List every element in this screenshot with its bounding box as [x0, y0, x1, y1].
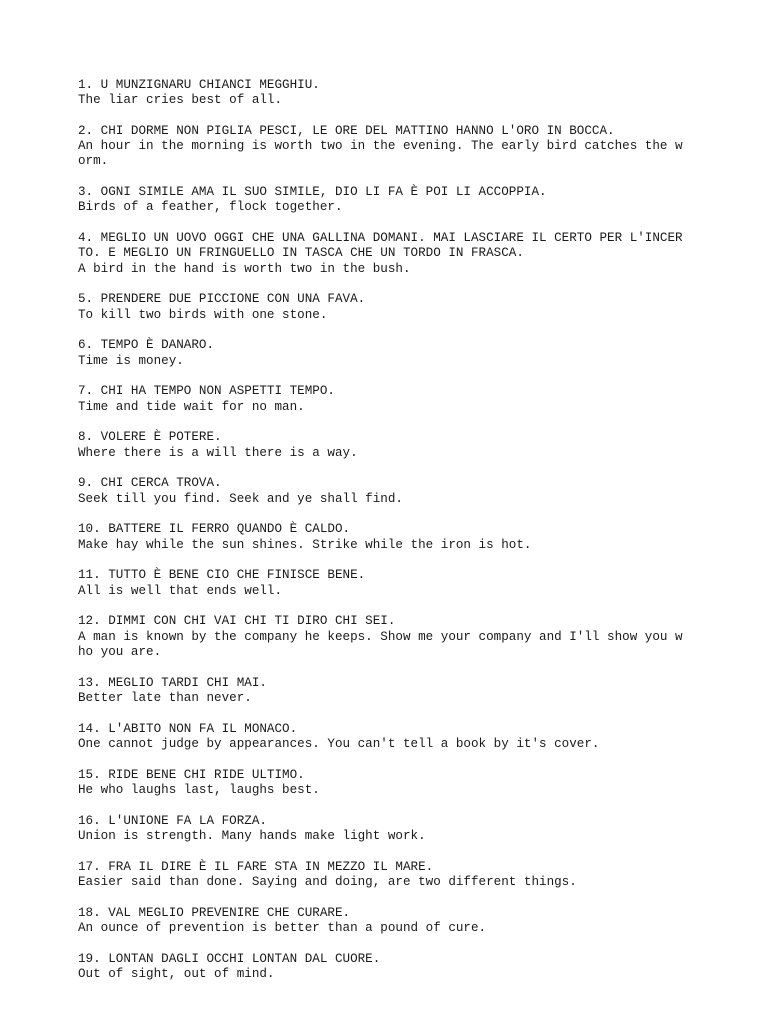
proverb-italian: 16. L'UNIONE FA LA FORZA. — [78, 813, 267, 828]
proverb-entry-17 — [78, 860, 758, 890]
proverb-english: Better late than never. — [78, 690, 252, 705]
proverb-entry-9 — [78, 476, 758, 506]
proverb-italian: 12. DIMMI CON CHI VAI CHI TI DIRO CHI SEI. — [78, 614, 396, 629]
proverb-english: An ounce of prevention is better than a pound of cure. — [78, 920, 487, 935]
proverb-entry-13 — [78, 676, 758, 706]
proverb-english: One cannot judge by appearances. You can't tell a book by it's cover. — [78, 736, 600, 751]
proverb-english: All is well that ends well. — [78, 583, 283, 598]
proverb-italian: 11. TUTTO È BENE CIO CHE FINISCE BENE. — [78, 568, 366, 583]
proverb-entry-15 — [78, 768, 758, 798]
proverb-english: Union is strength. Many hands make light work. — [78, 828, 426, 843]
proverb-italian: 4. MEGLIO UN UOVO OGGI CHE UNA GALLINA DOMANI. MAI LASCIARE IL CERTO PER L'INCER — [78, 231, 683, 246]
proverb-english: A bird in the hand is worth two in the bush. — [78, 261, 411, 276]
proverb-english: The liar cries best of all. — [78, 93, 283, 108]
proverb-italian: 17. FRA IL DIRE È IL FARE STA IN MEZZO IL MARE. — [78, 859, 434, 874]
proverb-italian: 7. CHI HA TEMPO NON ASPETTI TEMPO. — [78, 384, 335, 399]
proverb-english: Time is money. — [78, 353, 184, 368]
proverb-english: He who laughs last, laughs best. — [78, 782, 320, 797]
proverb-entry-2 — [78, 124, 758, 170]
document-page — [78, 78, 758, 998]
proverb-italian: 19. LONTAN DAGLI OCCHI LONTAN DAL CUORE. — [78, 951, 381, 966]
proverb-entry-19 — [78, 952, 758, 982]
proverb-entry-1 — [78, 78, 758, 108]
proverb-italian-continued: TO. E MEGLIO UN FRINGUELLO IN TASCA CHE UN TORDO IN FRASCA. — [78, 246, 524, 261]
proverb-english: Time and tide wait for no man. — [78, 399, 305, 414]
proverb-entry-3 — [78, 185, 758, 215]
proverb-italian: 15. RIDE BENE CHI RIDE ULTIMO. — [78, 767, 305, 782]
proverb-italian: 14. L'ABITO NON FA IL MONACO. — [78, 721, 298, 736]
proverb-english-continued: orm. — [78, 154, 109, 169]
proverb-english-continued: ho you are. — [78, 644, 162, 659]
proverb-italian: 18. VAL MEGLIO PREVENIRE CHE CURARE. — [78, 905, 351, 920]
proverb-english: Easier said than done. Saying and doing, are two different things. — [78, 874, 577, 889]
proverb-italian: 3. OGNI SIMILE AMA IL SUO SIMILE, DIO LI FA È POI LI ACCOPPIA. — [78, 185, 547, 200]
proverb-italian: 10. BATTERE IL FERRO QUANDO È CALDO. — [78, 522, 351, 537]
proverb-english: To kill two birds with one stone. — [78, 307, 328, 322]
proverb-entry-16 — [78, 814, 758, 844]
proverb-entry-5 — [78, 292, 758, 322]
proverb-italian: 13. MEGLIO TARDI CHI MAI. — [78, 675, 267, 690]
proverb-entry-4 — [78, 231, 758, 277]
proverb-italian: 9. CHI CERCA TROVA. — [78, 476, 222, 491]
proverb-entry-10 — [78, 522, 758, 552]
proverb-italian: 5. PRENDERE DUE PICCIONE CON UNA FAVA. — [78, 292, 366, 307]
proverb-italian: 8. VOLERE È POTERE. — [78, 430, 222, 445]
proverb-english: An hour in the morning is worth two in the evening. The early bird catches the w — [78, 139, 683, 154]
proverb-italian: 1. U MUNZIGNARU CHIANCI MEGGHIU. — [78, 78, 320, 92]
proverb-entry-14 — [78, 722, 758, 752]
proverb-english: A man is known by the company he keeps. Show me your company and I'll show you w — [78, 629, 683, 644]
proverb-italian: 6. TEMPO È DANARO. — [78, 338, 215, 353]
proverb-entry-7 — [78, 384, 758, 414]
proverb-entry-11 — [78, 568, 758, 598]
proverb-english: Birds of a feather, flock together. — [78, 200, 343, 215]
proverb-entry-8 — [78, 430, 758, 460]
proverb-entry-6 — [78, 338, 758, 368]
proverb-english: Make hay while the sun shines. Strike while the iron is hot. — [78, 537, 532, 552]
proverb-english: Seek till you find. Seek and ye shall find. — [78, 491, 403, 506]
proverb-entry-12 — [78, 614, 758, 660]
proverb-english: Where there is a will there is a way. — [78, 445, 358, 460]
proverb-italian: 2. CHI DORME NON PIGLIA PESCI, LE ORE DEL MATTINO HANNO L'ORO IN BOCCA. — [78, 124, 615, 138]
proverb-entry-18 — [78, 906, 758, 936]
proverb-english: Out of sight, out of mind. — [78, 966, 275, 981]
